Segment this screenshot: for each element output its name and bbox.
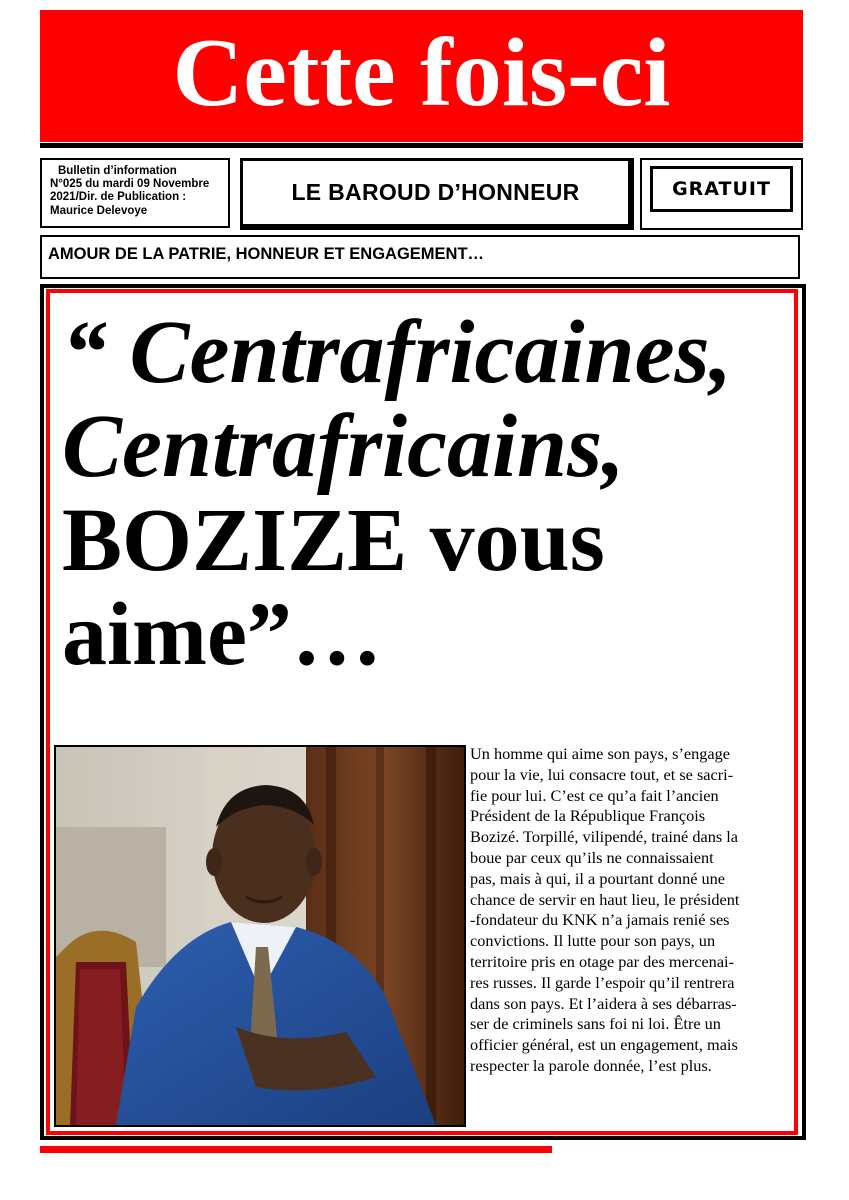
article-line: res russes. Il garde l’espoir qu’il rentrera [470,972,735,992]
article-line: territoire pris en otage par des mercenai- [470,951,734,971]
article-body [470,744,794,1077]
price-box [640,158,803,230]
article-line: respecter la parole donnée, l’est plus. [470,1055,712,1075]
bulletin-info-box [40,158,230,228]
article-line: pas, mais à qui, il a pourtant donné une [470,868,726,888]
bulletin-line: N°025 du mardi 09 Novembre [50,178,210,191]
headline-line: aime”… [62,585,382,684]
masthead-rule [40,143,803,148]
article-line: dans son pays. Et l’aidera à ses débarras- [470,993,737,1013]
article-line: -fondateur du KNK n’a jamais renié ses [470,910,730,930]
article-line: officier général, est un engagement, mais [470,1035,738,1055]
article-line: chance de servir en haut lieu, le président [470,889,740,909]
article-line: convictions. Il lutte pour son pays, un [470,931,716,951]
headline [62,303,792,684]
portrait-photo [54,745,466,1127]
article-line: pour la vie, lui consacre tout, et se sacri- [470,764,734,784]
article-line: ser de criminels sans foi ni loi. Être un [470,1014,721,1034]
article-line: Bozizé. Torpillé, vilipendé, trainé dans la [470,827,739,847]
article-line: Président de la République François [470,806,706,826]
article-line: fie pour lui. C’est ce qu’a fait l’ancien [470,785,719,805]
section-title-box [240,158,634,230]
newspaper-title: Cette fois-ci [172,19,671,127]
portrait-illustration [56,747,464,1125]
headline-line: BOZIZE vous [62,491,605,590]
bottom-red-rule [40,1146,552,1153]
article-line: Un homme qui aime son pays, s’engage [470,744,730,763]
headline-line: Centrafricains, [62,397,625,496]
section-title: LE BAROUD D’HONNEUR [291,179,580,205]
bulletin-line: Bulletin d’information [58,165,177,177]
bulletin-line: 2021/Dir. de Publication : [50,191,187,204]
slogan-text: AMOUR DE LA PATRIE, HONNEUR ET ENGAGEMENT… [48,245,485,263]
price-label: GRATUIT [650,166,793,212]
masthead-banner [40,10,803,142]
bulletin-line: Maurice Delevoye [50,204,148,217]
article-line: boue par ceux qu’ils ne connaissaient [470,847,714,867]
slogan-box [40,235,800,279]
headline-line: “ Centrafricaines, [62,303,733,402]
